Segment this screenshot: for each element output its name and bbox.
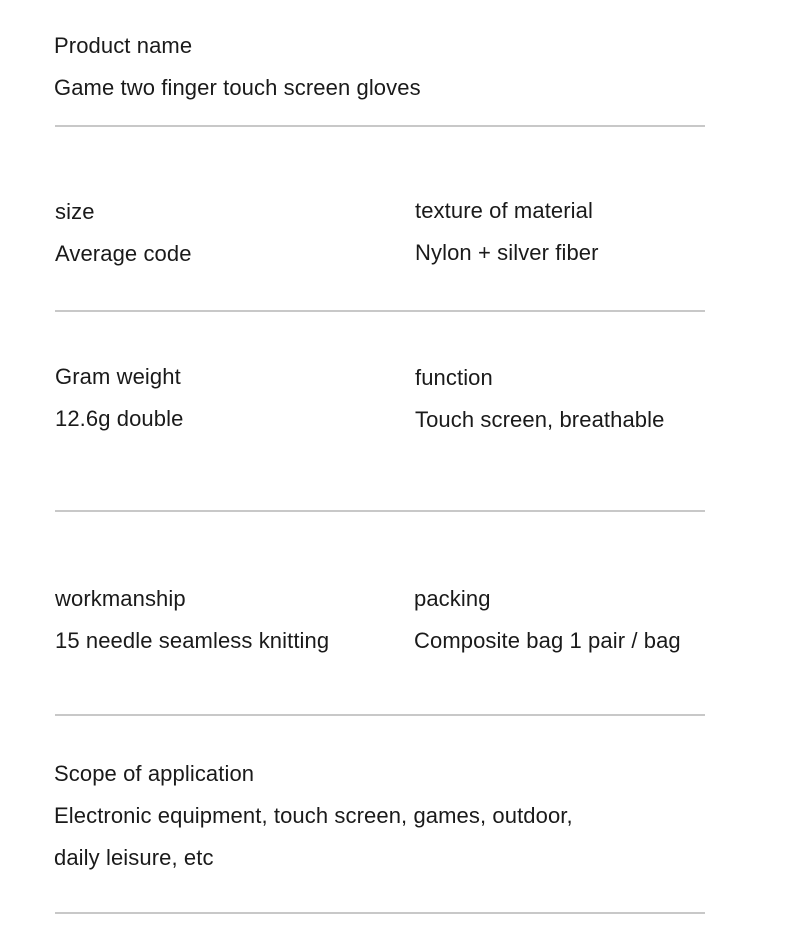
- scope-label: Scope of application: [54, 761, 255, 786]
- divider: [55, 912, 705, 914]
- size-label: size: [55, 199, 95, 224]
- divider: [55, 714, 705, 716]
- scope-value-line2: daily leisure, etc: [54, 845, 214, 870]
- scope-value-line1: Electronic equipment, touch screen, games, outdoor,: [54, 803, 573, 828]
- texture-value: Nylon + silver fiber: [415, 240, 599, 265]
- workmanship-label: workmanship: [55, 586, 186, 611]
- divider: [55, 510, 705, 512]
- packing-label: packing: [414, 586, 491, 611]
- function-value: Touch screen, breathable: [415, 407, 665, 432]
- gram-weight-label: Gram weight: [55, 364, 181, 389]
- texture-label: texture of material: [415, 198, 593, 223]
- workmanship-value: 15 needle seamless knitting: [55, 628, 330, 653]
- packing-value: Composite bag 1 pair / bag: [414, 628, 681, 653]
- product-name-value: Game two finger touch screen gloves: [54, 75, 421, 100]
- function-label: function: [415, 365, 493, 390]
- size-value: Average code: [55, 241, 192, 266]
- divider: [55, 125, 705, 127]
- divider: [55, 310, 705, 312]
- gram-weight-value: 12.6g double: [55, 406, 184, 431]
- product-name-label: Product name: [54, 33, 193, 58]
